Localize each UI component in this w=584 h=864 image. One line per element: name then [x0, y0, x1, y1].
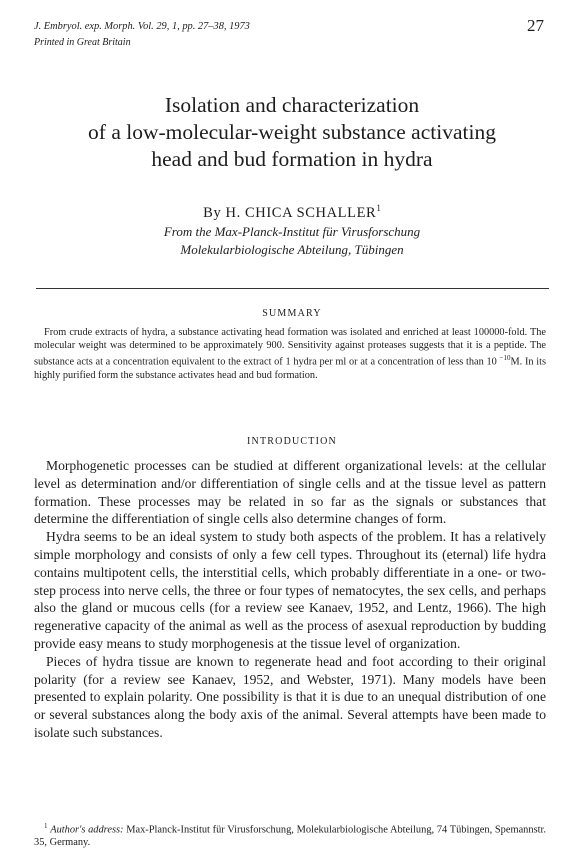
printed-note: Printed in Great Britain [34, 37, 131, 48]
footnote-text: Max-Planck-Institut für Virusforschung, Molekularbiologische Abteilung, 74 Tübingen, Spemannstr. 35, Germany. [34, 824, 546, 849]
footnote-mark: 1 [44, 822, 48, 830]
author-line [0, 203, 584, 222]
affiliation-line: Molekularbiologische Abteilung, Tübingen [180, 242, 404, 257]
title-line: Isolation and characterization [164, 93, 420, 117]
author-footnote-mark: 1 [376, 203, 381, 213]
summary-exponent: −10 [499, 354, 511, 363]
summary-heading: SUMMARY [262, 308, 322, 319]
intro-paragraph: Morphogenetic processes can be studied at different organizational levels: at the cellular level as determination and/or differentiation of single cells and at the tissue level as pattern formation. These processes may be related in so far as the signals or substances that determine the differentiation of single cells also determine changes of form. [34, 458, 546, 527]
introduction-text [34, 457, 546, 742]
summary-body-end: M. In its highly purified form the substance activates head and bud formation. [34, 356, 547, 382]
title-line: of a low-molecular-weight substance activating [88, 120, 496, 144]
affiliation [0, 223, 584, 259]
section-divider [36, 288, 549, 289]
author-name: By H. CHICA SCHALLER [203, 204, 377, 221]
title-line: head and bud formation in hydra [151, 147, 433, 171]
summary-text [34, 326, 546, 382]
footnote [34, 820, 546, 849]
intro-paragraph: Hydra seems to be an ideal system to study both aspects of the problem. It has a relatively simple morphology and consists of only a few cell types. Throughout its (eternal) life hydra contains multipotent cells, the interstitial cells, which probably differentiate in a one- or two-step process into nerve cells, the three or four types of nematocytes, the sex cells, and perhaps also the gland or mucous cells (for a review see Kanaev, 1952, and Lentz, 1966). The high regenerative capacity of the animal as well as the process of asexual reproduction by budding provide easy means to study morphogenesis at the tissue level of organization. [34, 529, 546, 651]
footnote-label: Author's address: [50, 824, 124, 836]
introduction-heading: INTRODUCTION [247, 436, 337, 447]
intro-paragraph: Pieces of hydra tissue are known to regenerate head and foot according to their original polarity (for a review see Kanaev, 1952, and Webster, 1971). Many models have been presented to explain polarity. One possibility is that it is due to an unequal distribution of one or several substances along the body axis of the animal. Several attempts have been made to isolate such substances. [34, 653, 546, 740]
affiliation-line: From the Max-Planck-Institut für Virusforschung [163, 224, 421, 239]
journal-citation: J. Embryol. exp. Morph. Vol. 29, 1, pp. 27–38, 1973 [34, 21, 250, 32]
summary-body: From crude extracts of hydra, a substance activating head formation was isolated and enriched at least 100000-fold. The molecular weight was determined to be approximately 900. Sensitivity against proteases suggests that it is a peptide. The substance acts at a concentration equivalent to the extract of 1 hydra per ml or at a concentration of less than 10 [34, 327, 546, 368]
paper-title [0, 92, 584, 173]
page-number: 27 [527, 16, 544, 35]
